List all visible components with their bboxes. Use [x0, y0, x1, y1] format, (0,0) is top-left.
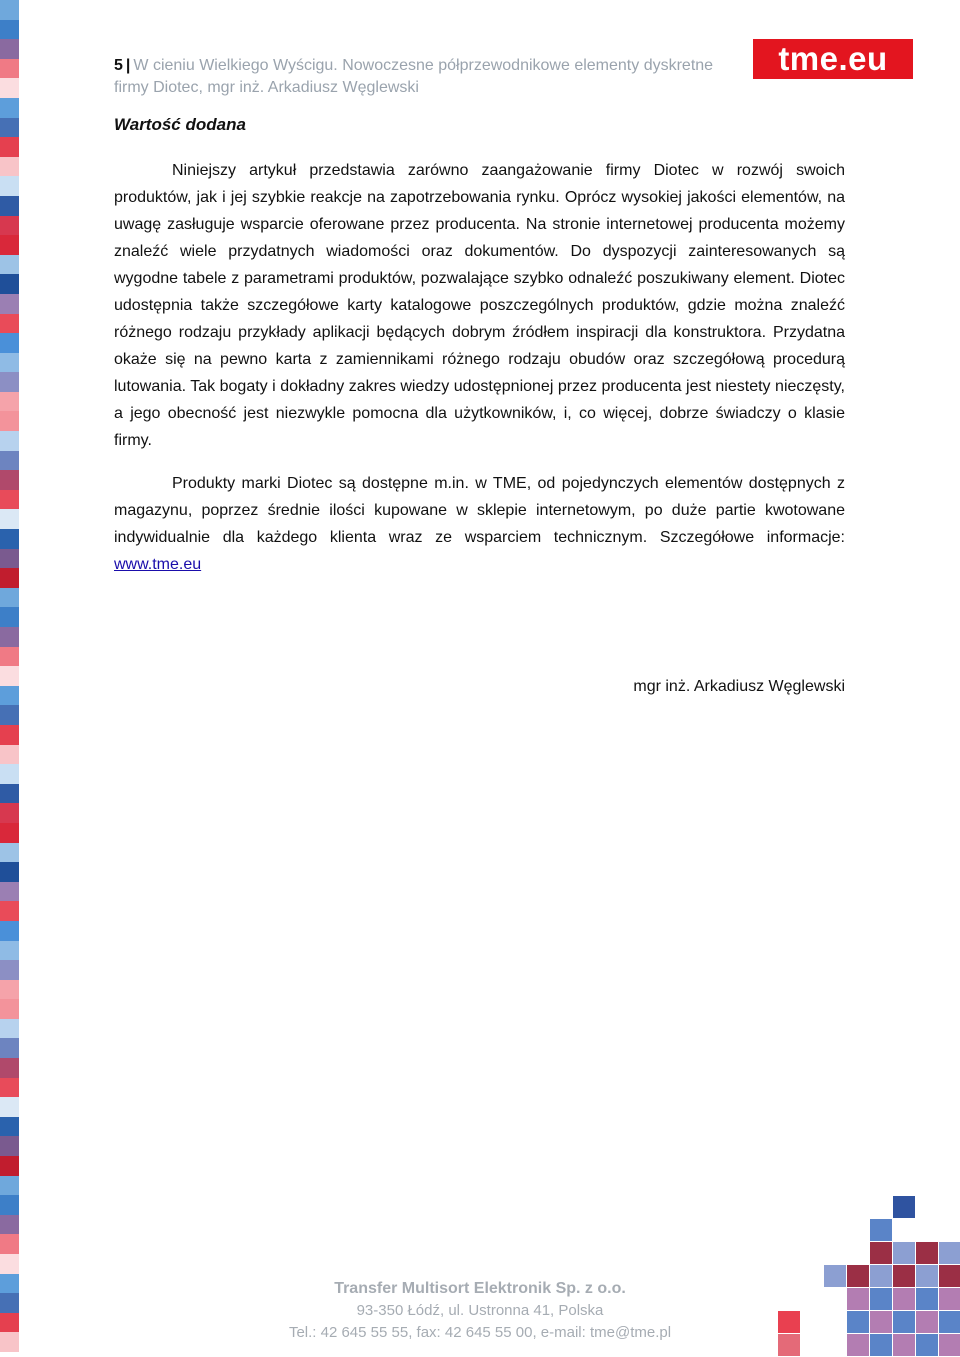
stripe-cell	[0, 1117, 19, 1137]
stripe-cell	[0, 1136, 19, 1156]
stripe-cell	[0, 411, 19, 431]
article-body	[114, 157, 845, 578]
stripe-cell	[0, 216, 19, 236]
stripe-cell	[0, 1078, 19, 1098]
stripe-cell	[0, 549, 19, 569]
mosaic-tile	[893, 1196, 915, 1218]
stripe-cell	[0, 1195, 19, 1215]
mosaic-tile	[778, 1334, 800, 1356]
mosaic-tile	[916, 1311, 938, 1333]
footer-company: Transfer Multisort Elektronik Sp. z o.o.	[334, 1280, 626, 1297]
mosaic-tile	[847, 1334, 869, 1356]
mosaic-tile	[847, 1288, 869, 1310]
mosaic-tile	[939, 1265, 960, 1287]
mosaic-tile	[870, 1311, 892, 1333]
stripe-cell	[0, 1019, 19, 1039]
mosaic-tile	[870, 1288, 892, 1310]
stripe-cell	[0, 451, 19, 471]
stripe-cell	[0, 235, 19, 255]
mosaic-tile	[939, 1334, 960, 1356]
stripe-cell	[0, 607, 19, 627]
paragraph-1: Niniejszy artykuł przedstawia zarówno zaangażowanie firmy Diotec w rozwój swoich produktów, jak i jej szybkie reakcje na zapotrzebowania rynku. Oprócz wysokiej jakości elementów, na uwagę zasługuje wsparcie oferowane przez producenta. Na stronie internetowej producenta możemy znaleźć wiele przydatnych wiadomości oraz dokumentów. Do dyspozycji zainteresowanych są wygodne tabele z parametrami produktów, pozwalające szybko odnaleźć poszukiwany element. Diotec udostępnia także szczegółowe karty katalogowe poszczególnych produktów, gdzie można znaleźć różnego rodzaju przykłady aplikacji będących dobrym źródłem inspiracji dla konstruktora. Przydatna okaże się na pewno karta z zamiennikami różnego rodzaju obudów oraz szczegółową procedurą lutowania. Tak bogaty i dokładny zakres wiedzy udostępnionej przez producenta jest niestety nieczęsty, a jego obecność jest niezwykle pomocna dla użytkowników, i, co więcej, dobrze świadczy o klasie firmy.	[114, 162, 845, 449]
stripe-cell	[0, 941, 19, 961]
mosaic-tile	[893, 1311, 915, 1333]
stripe-cell	[0, 705, 19, 725]
stripe-cell	[0, 137, 19, 157]
stripe-cell	[0, 686, 19, 706]
stripe-cell	[0, 647, 19, 667]
stripe-cell	[0, 960, 19, 980]
stripe-cell	[0, 921, 19, 941]
footer-contact: Tel.: 42 645 55 55, fax: 42 645 55 00, e-mail: tme@tme.pl	[288, 1324, 672, 1341]
stripe-cell	[0, 1156, 19, 1176]
stripe-cell	[0, 588, 19, 608]
stripe-cell	[0, 1313, 19, 1333]
mosaic-tile	[916, 1334, 938, 1356]
stripe-cell	[0, 901, 19, 921]
stripe-cell	[0, 882, 19, 902]
stripe-cell	[0, 862, 19, 882]
mosaic-tile	[893, 1242, 915, 1264]
stripe-cell	[0, 274, 19, 294]
stripe-cell	[0, 1293, 19, 1313]
stripe-cell	[0, 0, 19, 20]
stripe-cell	[0, 803, 19, 823]
header-separator: |	[125, 57, 131, 74]
stripe-cell	[0, 843, 19, 863]
stripe-cell	[0, 1332, 19, 1352]
mosaic-tile	[870, 1334, 892, 1356]
mosaic-tile	[870, 1242, 892, 1264]
stripe-cell	[0, 666, 19, 686]
stripe-cell	[0, 1058, 19, 1078]
mosaic-tile	[870, 1219, 892, 1241]
mosaic-tile	[847, 1265, 869, 1287]
stripe-cell	[0, 157, 19, 177]
paragraph-2-text: Produkty marki Diotec są dostępne m.in. w TME, od pojedynczych elementów dostępnych z magazynu, poprzez średnie ilości kupowane w sklepie internetowym, po duże partie kwotowane indywidualnie dla każdego klienta wraz ze wsparciem technicznym. Szczegółowe informacje:	[114, 475, 845, 546]
decorative-color-stripe	[0, 0, 19, 1357]
stripe-cell	[0, 1215, 19, 1235]
mosaic-tile	[939, 1288, 960, 1310]
footer-address: 93-350 Łódź, ul. Ustronna 41, Polska	[356, 1302, 604, 1319]
stripe-cell	[0, 999, 19, 1019]
stripe-cell	[0, 431, 19, 451]
stripe-cell	[0, 1176, 19, 1196]
mosaic-tile	[893, 1288, 915, 1310]
stripe-cell	[0, 529, 19, 549]
stripe-cell	[0, 392, 19, 412]
stripe-cell	[0, 1097, 19, 1117]
section-title: Wartość dodana	[114, 115, 246, 134]
stripe-cell	[0, 764, 19, 784]
stripe-cell	[0, 490, 19, 510]
tme-logo: tme.eu	[753, 39, 913, 79]
tme-link[interactable]: www.tme.eu	[114, 556, 202, 573]
stripe-cell	[0, 568, 19, 588]
stripe-cell	[0, 98, 19, 118]
stripe-cell	[0, 39, 19, 59]
stripe-cell	[0, 823, 19, 843]
stripe-cell	[0, 470, 19, 490]
stripe-cell	[0, 1038, 19, 1058]
stripe-cell	[0, 78, 19, 98]
paragraph-2	[114, 470, 845, 578]
mosaic-tile	[893, 1265, 915, 1287]
mosaic-tile	[778, 1311, 800, 1333]
stripe-cell	[0, 980, 19, 1000]
page-number: 5	[114, 57, 123, 74]
stripe-cell	[0, 294, 19, 314]
mosaic-tile	[893, 1334, 915, 1356]
decorative-mosaic	[778, 1196, 960, 1357]
stripe-cell	[0, 627, 19, 647]
mosaic-tile	[824, 1265, 846, 1287]
mosaic-tile	[847, 1311, 869, 1333]
stripe-cell	[0, 372, 19, 392]
mosaic-tile	[916, 1288, 938, 1310]
stripe-cell	[0, 725, 19, 745]
author-signature: mgr inż. Arkadiusz Węglewski	[633, 678, 845, 695]
stripe-cell	[0, 745, 19, 765]
stripe-cell	[0, 353, 19, 373]
mosaic-tile	[916, 1242, 938, 1264]
stripe-cell	[0, 176, 19, 196]
stripe-cell	[0, 59, 19, 79]
stripe-cell	[0, 255, 19, 275]
mosaic-tile	[870, 1265, 892, 1287]
stripe-cell	[0, 784, 19, 804]
stripe-cell	[0, 196, 19, 216]
stripe-cell	[0, 118, 19, 138]
page-footer	[250, 1278, 710, 1344]
stripe-cell	[0, 509, 19, 529]
stripe-cell	[0, 1254, 19, 1274]
stripe-cell	[0, 1234, 19, 1254]
stripe-cell	[0, 1274, 19, 1294]
header-title: W cieniu Wielkiego Wyścigu. Nowoczesne półprzewodnikowe elementy dyskretne firmy Diotec, mgr inż. Arkadiusz Węglewski	[114, 57, 714, 96]
page-header	[114, 55, 744, 99]
stripe-cell	[0, 20, 19, 40]
stripe-cell	[0, 333, 19, 353]
mosaic-tile	[939, 1242, 960, 1264]
mosaic-tile	[939, 1311, 960, 1333]
mosaic-tile	[916, 1265, 938, 1287]
stripe-cell	[0, 314, 19, 334]
